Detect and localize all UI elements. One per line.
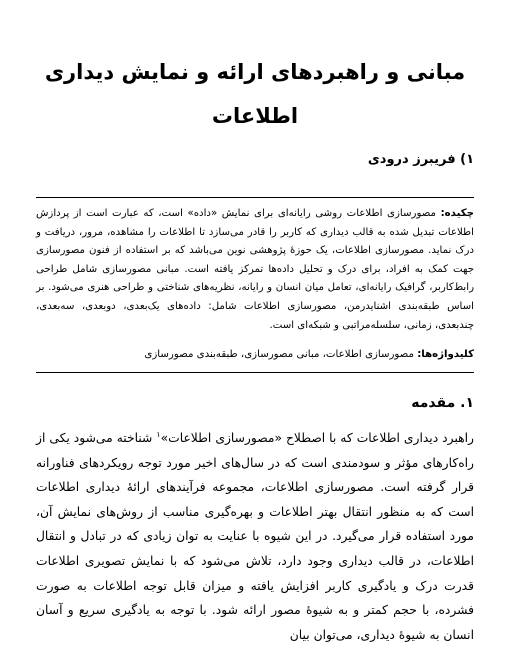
keywords-label: کلیدواژه‌ها: xyxy=(417,349,474,360)
keywords xyxy=(36,346,474,364)
abstract-top-rule xyxy=(36,197,474,198)
paper-title: مبانی و راهبردهای ارائه و نمایش دیداری اطلاعات xyxy=(44,60,466,128)
footnote-marker[interactable]: ۱ xyxy=(156,429,161,439)
paragraph-text-rest: شناخته می‌شود یکی از راه‌کارهای مؤثر و سودمندی است که در سال‌های اخیر مورد توجه رویکردهای فناورانه قرار گرفته است. مصورسازی اطلاعات، مجموعه فرآیندهای ارائهٔ دیداری اطلاعات است که به منظور انتقال بهتر اطلاعات و بهره‌گیری مناسب از روش‌های نمایش آن، مورد استفاده قرار می‌گیرد. در این شیوه با عنایت به توان زیادی که در تبادل و انتقال اطلاعات، در قالب دیداری وجود دارد، تلاش می‌شود که با نمایش تصویری اطلاعات قدرت درک و یادگیری کاربر افزایش یافته و میزان قابل توجه اطلاعات به صورت فشرده، با حجم کمتر و به شیوهٔ مصور ارائه شود. با توجه به یادگیری سریع و آسان انسان به شیوهٔ دیداری، می‌توان بیان xyxy=(36,431,474,642)
paragraph-text-start: راهبرد دیداری اطلاعات که با اصطلاح «مصورسازی اطلاعات» xyxy=(160,431,474,445)
abstract xyxy=(36,205,474,335)
abstract-label: چکیده: xyxy=(440,208,474,219)
abstract-bottom-rule xyxy=(36,372,474,373)
keywords-text: مصورسازی اطلاعات، مبانی مصورسازی، طبقه‌بندی مصورسازی xyxy=(144,349,418,360)
abstract-text: مصورسازی اطلاعات روشی رایانه‌ای برای نمایش «داده» است، که عبارت است از پردازش اطلاعات تبدیل شده به قالب دیداری که کاربر را قادر می‌سازد تا اطلاعات را مشاهده، مرور، دریافت و درک نماید. مصورسازی اطلاعات، یک حوزهٔ پژوهشی نوین می‌باشد که بر استفاده از فنون مصورسازی جهت کمک به افراد، برای درک و تحلیل داده‌ها تمرکز یافته است. مبانی مصورسازی شامل طراحی رابط‌کاربر، گرافیک رایانه‌ای، تعامل میان انسان و رایانه، نظریه‌های شناختی و طراحی هنری می‌شود. بر اساس طبقه‌بندی اشنایدرمن، مصورسازی اطلاعات شامل: داده‌های یک‌بعدی، دوبعدی، سه‌بعدی، چندبعدی، زمانی، سلسله‌مراتبی و شبکه‌ای است. xyxy=(36,208,474,331)
section-heading-introduction: ۱. مقدمه xyxy=(411,395,474,411)
introduction-paragraph xyxy=(36,426,474,647)
author-name: ۱) فریبرز درودی xyxy=(367,152,474,167)
